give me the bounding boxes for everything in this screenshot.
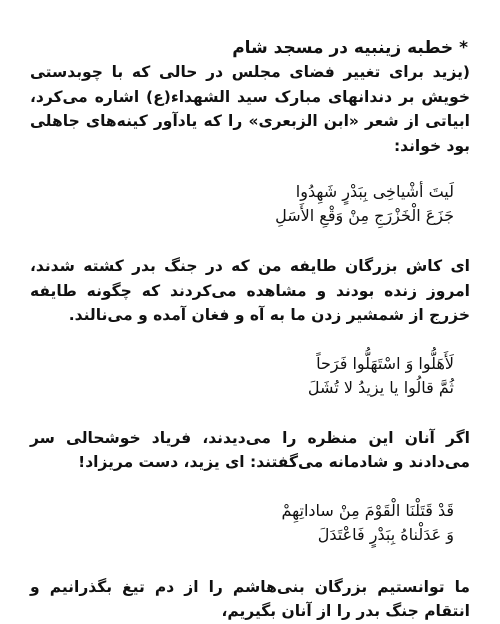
paragraph-intro: (یزید برای تغییر فضای مجلس در حالی که با چوبدستی خویش بر دندانهای مبارک سید الشهداء(ع) اشاره می‌کرد، ابیاتی از شعر «ابن الزبعری» را که یادآور کینه‌های جاهلی بود خواند: bbox=[30, 63, 470, 155]
verse-line: لَیتَ أشْیاخِی بِبَدْرٍ شَهِدُوا bbox=[295, 182, 454, 201]
verse-line: قَدْ قَتَلْنَا الْقَوْمَ مِنْ ساداتِهِمْ bbox=[281, 500, 454, 520]
paragraph-translation-2: اگر آنان این منظره را می‌دیدند، فریاد خوشحالی سر می‌دادند و شادمانه می‌گفتند: ای یزید، دست مریزاد! bbox=[30, 428, 470, 471]
section-title: * خطبه زینبیه در مسجد شام bbox=[232, 38, 468, 58]
verse-couplet-1 bbox=[30, 180, 470, 228]
verse-line: ثُمَّ قالُوا یا یزیدُ لا تُشَلَ bbox=[307, 377, 454, 397]
verse-couplet-3 bbox=[30, 499, 470, 547]
verse-line: وَ عَدَلْناهُ بِبَدْرٍ فَاعْتَدَلَ bbox=[317, 524, 454, 544]
paragraph-translation-1: ای کاش بزرگان طایفه من که در جنگ بدر کشته شدند، امروز زنده بودند و مشاهده می‌کردند که چگونه طایفه خزرج از شمشیر زدن ما به آه و فغان آمده و می‌نالند. bbox=[30, 257, 470, 324]
verse-line: جَزَعَ الْخَزْرَجِ مِنْ وَقْعِ الأَسَلِ bbox=[275, 206, 454, 225]
verse-couplet-2 bbox=[30, 352, 470, 400]
paragraph-translation-3: ما توانستیم بزرگان بنی‌هاشم را از دم تیغ بگذرانیم و انتقام جنگ بدر را از آنان بگیریم، bbox=[30, 577, 470, 620]
verse-line: لَأَهَلُّوا وَ اسْتَهَلُّوا فَرَحاً bbox=[316, 353, 454, 373]
